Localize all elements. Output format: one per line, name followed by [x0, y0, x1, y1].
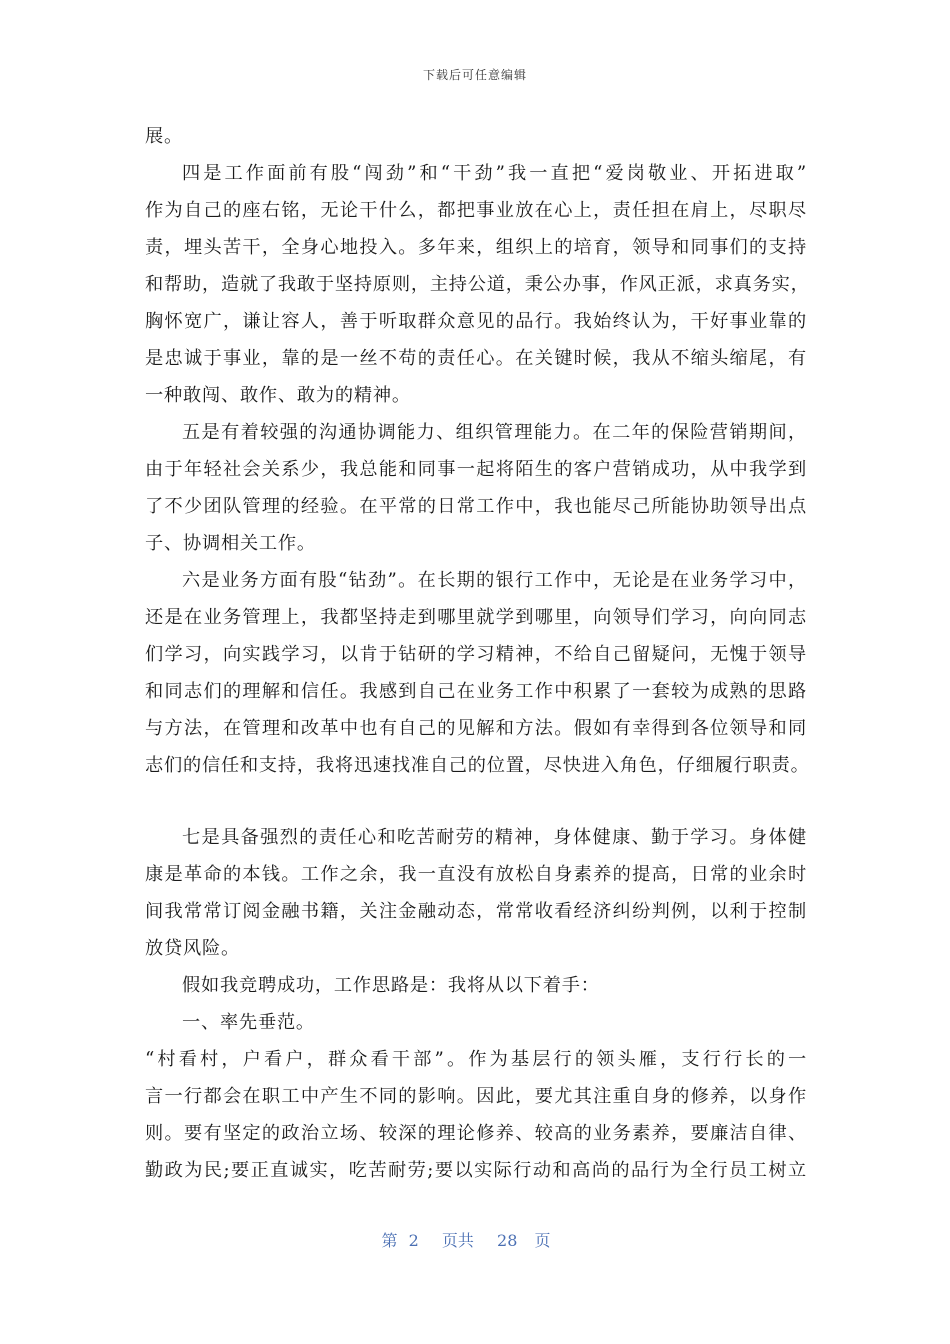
- page-header: 下载后可任意编辑: [422, 68, 527, 82]
- paragraph: [145, 1041, 807, 1189]
- text-line: 则。要有坚定的政治立场、较深的理论修养、较高的业务素养，要廉洁自律、: [145, 1123, 807, 1144]
- text-line: 一、率先垂范。: [182, 1012, 315, 1033]
- paragraph: [145, 967, 807, 1004]
- paragraph: [145, 819, 807, 967]
- text-line: 和同志们的理解和信任。我感到自己在业务工作中积累了一套较为成熟的思路: [145, 681, 807, 702]
- paragraph: [145, 155, 810, 414]
- text-line: 们学习，向实践学习，以肯于钻研的学习精神，不给自己留疑问，无愧于领导: [145, 644, 807, 665]
- text-line: 五是有着较强的沟通协调能力、组织管理能力。在二年的保险营销期间，: [182, 422, 807, 443]
- paragraph-gap: [145, 784, 807, 819]
- text-line: 七是具备强烈的责任心和吃苦耐劳的精神，身体健康、勤于学习。身体健: [182, 827, 807, 848]
- text-line: 勤政为民;要正直诚实，吃苦耐劳;要以实际行动和高尚的品行为全行员工树立: [145, 1160, 807, 1181]
- text-line: 作为自己的座右铭，无论干什么，都把事业放在心上，责任担在肩上，尽职尽: [145, 200, 807, 221]
- page-number: 2: [408, 1231, 419, 1250]
- text-line: 由于年轻社会关系少，我总能和同事一起将陌生的客户营销成功，从中我学到: [145, 459, 807, 480]
- text-line: 展。: [145, 126, 183, 147]
- text-line: 间我常常订阅金融书籍，关注金融动态，常常收看经济纠纷判例，以利于控制: [145, 901, 807, 922]
- text-line: 四是工作面前有股“闯劲”和“干劲”我一直把“爱岗敬业、开拓进取”: [182, 163, 807, 184]
- total-pages: 28: [497, 1231, 518, 1250]
- text-line: 六是业务方面有股“钻劲”。在长期的银行工作中，无论是在业务学习中，: [182, 570, 807, 591]
- text-line: 与方法，在管理和改革中也有自己的见解和方法。假如有幸得到各位领导和同: [145, 718, 807, 739]
- paragraph: [145, 118, 807, 155]
- text-line: 了不少团队管理的经验。在平常的日常工作中，我也能尽己所能协助领导出点: [145, 496, 807, 517]
- page-label-suffix: 页: [534, 1231, 551, 1250]
- text-line: 子、协调相关工作。: [145, 533, 316, 554]
- text-line: 假如我竞聘成功，工作思路是：我将从以下着手：: [182, 975, 600, 996]
- document-body: [145, 118, 810, 1189]
- page-label-prefix: 第: [381, 1231, 398, 1250]
- text-line: 放贷风险。: [145, 938, 240, 959]
- text-line: 康是革命的本钱。工作之余，我一直没有放松自身素养的提高，日常的业余时: [145, 864, 807, 885]
- page-label-mid: 页共: [441, 1231, 474, 1250]
- text-line: 和帮助，造就了我敢于坚持原则，主持公道，秉公办事，作风正派，求真务实，: [145, 274, 810, 295]
- section-heading: [145, 1004, 807, 1041]
- text-line: 志们的信任和支持，我将迅速找准自己的位置，尽快进入角色，仔细履行职责。: [145, 755, 810, 776]
- page-footer: [0, 1228, 950, 1251]
- text-line: 一种敢闯、敢作、敢为的精神。: [145, 385, 411, 406]
- paragraph: [145, 414, 807, 562]
- paragraph: [145, 562, 810, 784]
- text-line: 是忠诚于事业，靠的是一丝不苟的责任心。在关键时候，我从不缩头缩尾，有: [145, 348, 807, 369]
- text-line: “村看村，户看户，群众看干部”。作为基层行的领头雁，支行行长的一: [145, 1049, 807, 1070]
- text-line: 胸怀宽广，谦让容人，善于听取群众意见的品行。我始终认为，干好事业靠的: [145, 311, 807, 332]
- text-line: 言一行都会在职工中产生不同的影响。因此，要尤其注重自身的修养，以身作: [145, 1086, 807, 1107]
- text-line: 还是在业务管理上，我都坚持走到哪里就学到哪里，向领导们学习，向向同志: [145, 607, 807, 628]
- text-line: 责，埋头苦干，全身心地投入。多年来，组织上的培育，领导和同事们的支持: [145, 237, 807, 258]
